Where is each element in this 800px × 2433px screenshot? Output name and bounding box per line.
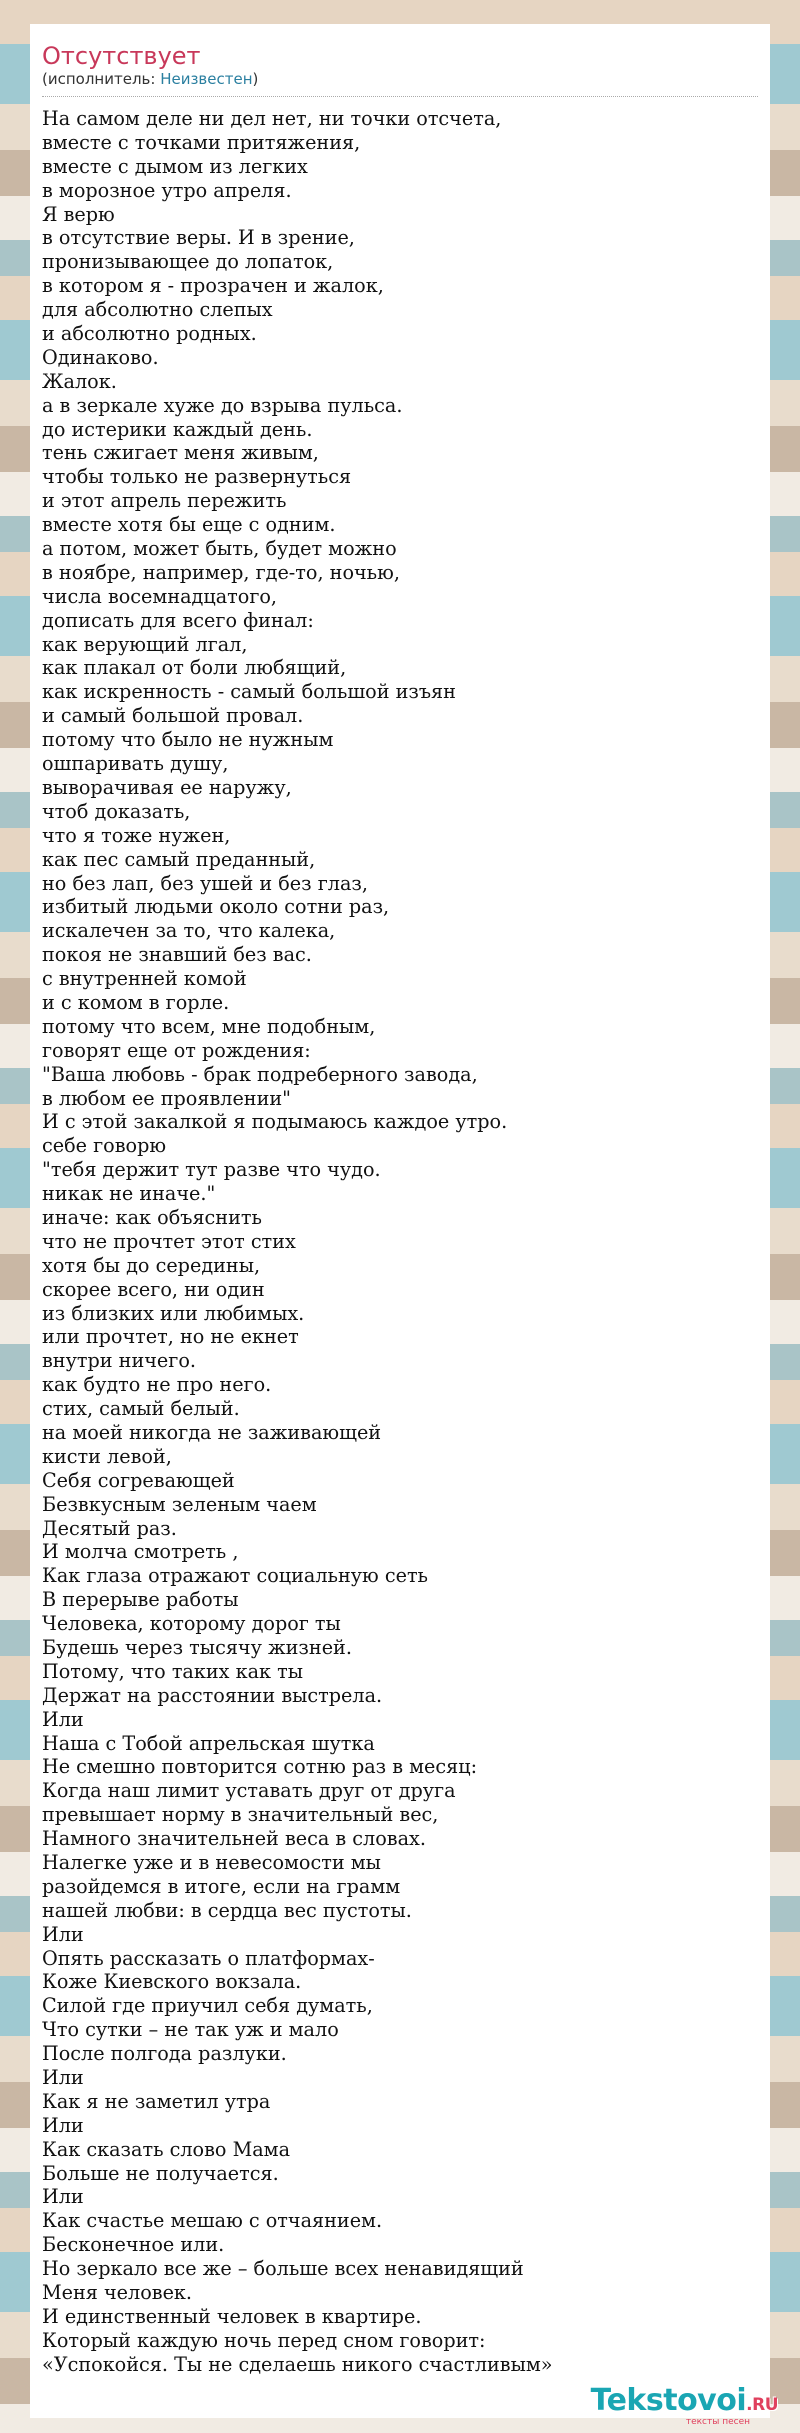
lyric-line: После полгода разлуки.: [42, 2042, 287, 2066]
brand-tld: .RU: [746, 2395, 778, 2415]
lyric-line: стих, самый белый.: [42, 1397, 240, 1421]
lyric-line: разойдемся в итоге, если на грамм: [42, 1874, 401, 1898]
lyric-line: И с этой закалкой я подымаюсь каждое утро.: [42, 1110, 508, 1134]
lyric-line: до истерики каждый день.: [42, 417, 313, 441]
lyric-line: Или: [42, 2185, 84, 2209]
lyric-line: Жалок.: [42, 369, 117, 393]
brand-tagline: тексты песен: [685, 2417, 750, 2427]
performer-suffix: ): [252, 70, 259, 88]
lyric-line: и абсолютно родных.: [42, 322, 257, 346]
lyric-line: Или: [42, 1707, 84, 1731]
lyric-line: ошпаривать душу,: [42, 752, 229, 776]
lyric-line: Силой где приучил себя думать,: [42, 1994, 373, 2018]
lyric-line: а потом, может быть, будет можно: [42, 537, 397, 561]
lyric-line: "тебя держит тут разве что чудо.: [42, 1158, 381, 1182]
brand-name: Tekstovoi: [590, 2383, 747, 2418]
lyric-line: Как счастье мешаю с отчаянием.: [42, 2209, 383, 2233]
lyric-line: Что сутки – не так уж и мало: [42, 2018, 339, 2042]
lyric-line: как верующий лгал,: [42, 632, 248, 656]
lyrics-card: [30, 24, 770, 2418]
lyric-line: или прочтет, но не екнет: [42, 1325, 299, 1349]
lyric-line: в любом ее проявлении": [42, 1086, 291, 1110]
lyric-line: Не смешно повторится сотню раз в месяц:: [42, 1755, 478, 1779]
brand-wordmark: [591, 2385, 778, 2421]
lyric-line: Который каждую ночь перед сном говорит:: [42, 2328, 486, 2352]
lyric-line: Как я не заметил утра: [42, 2089, 271, 2113]
performer-line: [42, 70, 758, 97]
lyric-line: но без лап, без ушей и без глаз,: [42, 871, 368, 895]
lyric-line: Потому, что таких как ты: [42, 1659, 303, 1683]
lyric-line: вместе хотя бы еще с одним.: [42, 513, 336, 537]
lyric-line: что не прочтет этот стих: [42, 1229, 296, 1253]
song-title: Отсутствует: [42, 42, 201, 70]
lyric-line: избитый людьми около сотни раз,: [42, 895, 390, 919]
lyric-line: Коже Киевского вокзала.: [42, 1970, 302, 1994]
lyric-line: Наша с Тобой апрельская шутка: [42, 1731, 375, 1755]
lyric-line: а в зеркале хуже до взрыва пульса.: [42, 393, 403, 417]
performer-prefix: (исполнитель:: [42, 70, 161, 88]
lyric-line: «Успокойся. Ты не сделаешь никого счастливым»: [42, 2352, 553, 2376]
lyric-line: хотя бы до середины,: [42, 1253, 261, 1277]
lyric-line: потому что всем, мне подобным,: [42, 1014, 376, 1038]
lyric-line: Держат на расстоянии выстрела.: [42, 1683, 383, 1707]
lyric-line: и самый большой провал.: [42, 704, 304, 728]
lyric-line: И единственный человек в квартире.: [42, 2304, 422, 2328]
lyric-line: вместе с дымом из легких: [42, 154, 308, 178]
lyric-line: Или: [42, 2113, 84, 2137]
lyric-line: превышает норму в значительный вес,: [42, 1803, 439, 1827]
lyric-line: Бесконечное или.: [42, 2233, 225, 2257]
lyric-line: дописать для всего финал:: [42, 608, 314, 632]
lyric-line: В перерыве работы: [42, 1588, 239, 1612]
lyrics-text: [42, 107, 758, 2377]
lyric-line: как плакал от боли любящий,: [42, 656, 347, 680]
lyric-line: Человека, которому дорог ты: [42, 1612, 341, 1636]
lyric-line: тень сжигает меня живым,: [42, 441, 319, 465]
lyric-line: пронизывающее до лопаток,: [42, 250, 334, 274]
lyric-line: Но зеркало все же – больше всех ненавидящий: [42, 2257, 524, 2281]
lyric-line: в котором я - прозрачен и жалок,: [42, 274, 384, 298]
lyric-line: себе говорю: [42, 1134, 167, 1158]
lyric-line: искалечен за то, что калека,: [42, 919, 336, 943]
lyric-line: Я верю: [42, 202, 115, 226]
lyric-line: На самом деле ни дел нет, ни точки отсчета,: [42, 107, 502, 130]
lyric-line: Одинаково.: [42, 345, 159, 369]
lyric-line: из близких или любимых.: [42, 1301, 305, 1325]
lyric-line: Или: [42, 1922, 84, 1946]
lyric-line: Когда наш лимит уставать друг от друга: [42, 1779, 456, 1803]
lyric-line: скорее всего, ни один: [42, 1277, 265, 1301]
lyric-line: Больше не получается.: [42, 2161, 279, 2185]
lyric-line: чтобы только не развернуться: [42, 465, 352, 489]
lyric-line: на моей никогда не заживающей: [42, 1420, 382, 1444]
lyric-line: чтоб доказать,: [42, 799, 191, 823]
lyric-line: покоя не знавший без вас.: [42, 943, 312, 967]
lyric-line: Опять рассказать о платформах-: [42, 1946, 375, 1970]
lyric-line: с внутренней комой: [42, 967, 247, 991]
lyric-line: в ноябре, например, где-то, ночью,: [42, 560, 400, 584]
lyric-line: И молча смотреть ,: [42, 1540, 239, 1564]
lyric-line: Налегке уже и в невесомости мы: [42, 1851, 381, 1875]
lyric-line: в отсутствие веры. И в зрение,: [42, 226, 355, 250]
lyric-line: и с комом в горле.: [42, 990, 230, 1014]
lyric-line: как искренность - самый большой изъян: [42, 680, 456, 704]
site-logo[interactable]: [591, 2385, 778, 2427]
lyric-line: для абсолютно слепых: [42, 298, 273, 322]
lyric-line: Себя согревающей: [42, 1468, 235, 1492]
lyric-line: как будто не про него.: [42, 1373, 272, 1397]
lyric-line: Десятый раз.: [42, 1516, 177, 1540]
lyric-line: кисти левой,: [42, 1444, 172, 1468]
lyric-line: Намного значительней веса в словах.: [42, 1827, 426, 1851]
lyric-line: Меня человек.: [42, 2281, 193, 2305]
lyric-line: Или: [42, 2066, 84, 2090]
lyric-line: что я тоже нужен,: [42, 823, 231, 847]
lyric-line: потому что было не нужным: [42, 728, 334, 752]
lyric-line: "Ваша любовь - брак подреберного завода,: [42, 1062, 478, 1086]
lyric-line: вместе с точками притяжения,: [42, 130, 361, 154]
lyric-line: иначе: как объяснить: [42, 1205, 262, 1229]
lyric-line: числа восемнадцатого,: [42, 584, 278, 608]
lyric-line: и этот апрель пережить: [42, 489, 287, 513]
lyric-line: в морозное утро апреля.: [42, 178, 292, 202]
lyric-line: Будешь через тысячу жизней.: [42, 1636, 352, 1659]
performer-link[interactable]: Неизвестен: [160, 70, 253, 88]
lyric-line: нашей любви: в сердца вес пустоты.: [42, 1898, 412, 1922]
lyric-line: никак не иначе.": [42, 1182, 216, 1206]
lyric-line: Безвкусным зеленым чаем: [42, 1492, 317, 1516]
lyric-line: внутри ничего.: [42, 1349, 196, 1373]
lyric-line: Как сказать слово Мама: [42, 2137, 291, 2161]
lyric-line: выворачивая ее наружу,: [42, 775, 292, 799]
lyric-line: говорят еще от рождения:: [42, 1038, 311, 1062]
lyric-line: как пес самый преданный,: [42, 847, 316, 871]
lyric-line: Как глаза отражают социальную сеть: [42, 1564, 429, 1588]
